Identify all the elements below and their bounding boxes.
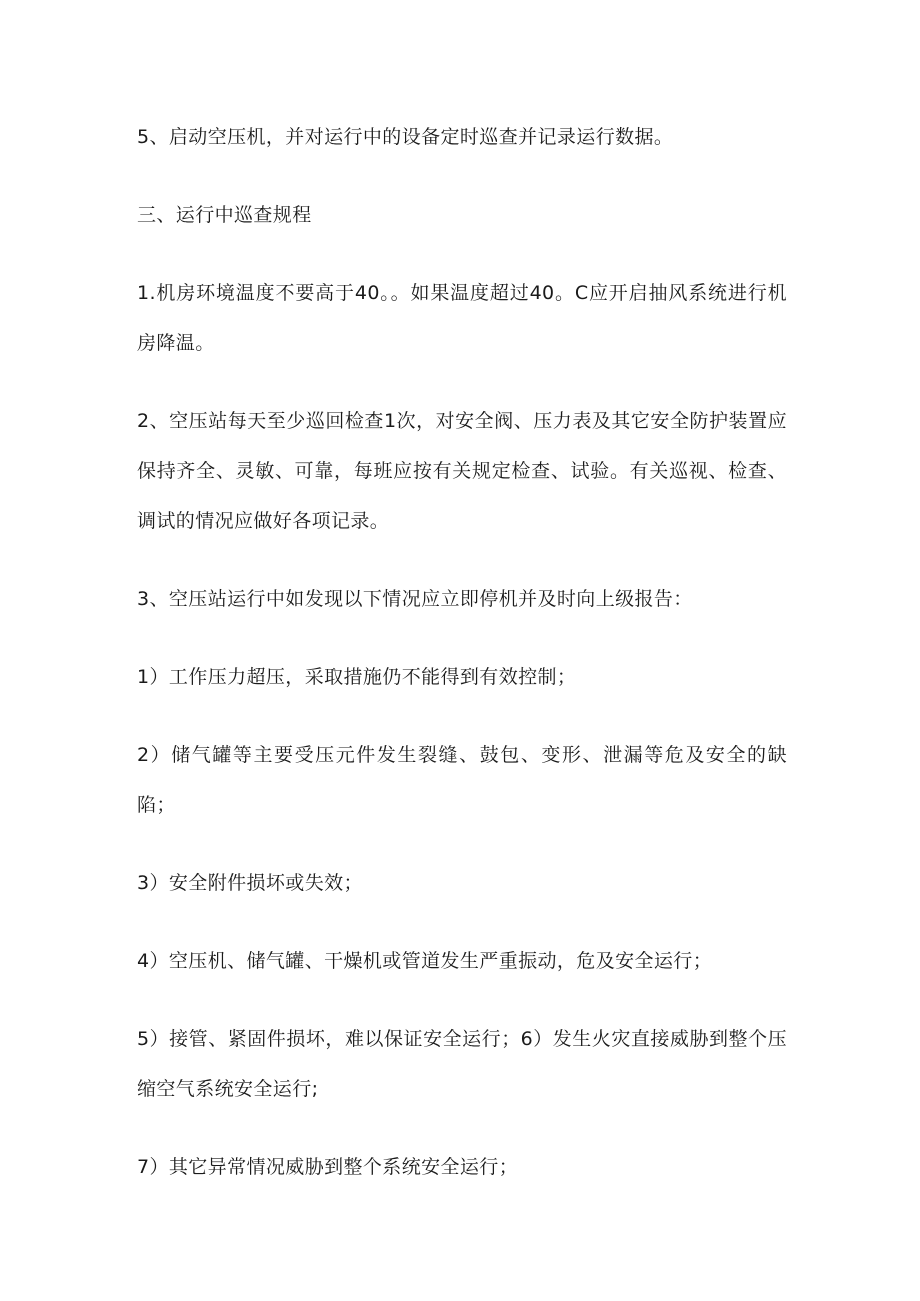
paragraph-start-compressor: 5、启动空压机，并对运行中的设备定时巡查并记录运行数据。 — [137, 126, 674, 148]
list-item-safety-accessory-failure: 3）安全附件损坏或失效； — [137, 872, 363, 894]
list-item-vessel-defects: 2）储气罐等主要受压元件发生裂缝、鼓包、变形、泄漏等危及安全的缺陷； — [137, 744, 787, 816]
list-item-fastener-damage-and-fire: 5）接管、紧固件损坏，难以保证安全运行；6）发生火灾直接威胁到整个压缩空气系统安全运行; — [137, 1028, 787, 1100]
paragraph-stop-conditions-intro: 3、空压站运行中如发现以下情况应立即停机并及时向上级报告： — [137, 588, 693, 610]
list-item-overpressure: 1）工作压力超压，采取措施仍不能得到有效控制； — [137, 666, 577, 688]
list-item-severe-vibration: 4）空压机、储气罐、干燥机或管道发生严重振动，危及安全运行； — [137, 950, 713, 972]
section-heading-inspection: 三、运行中巡查规程 — [137, 204, 312, 226]
paragraph-daily-inspection: 2、空压站每天至少巡回检查1次，对安全阀、压力表及其它安全防护装置应保持齐全、灵敏、可靠，每班应按有关规定检查、试验。有关巡视、检查、调试的情况应做好各项记录。 — [137, 410, 787, 532]
list-item-other-abnormal: 7）其它异常情况威胁到整个系统安全运行； — [137, 1156, 519, 1178]
paragraph-room-temperature: 1.机房环境温度不要高于40。。如果温度超过40。C应开启抽风系统进行机房降温。 — [137, 282, 787, 354]
document-body — [137, 112, 787, 1192]
